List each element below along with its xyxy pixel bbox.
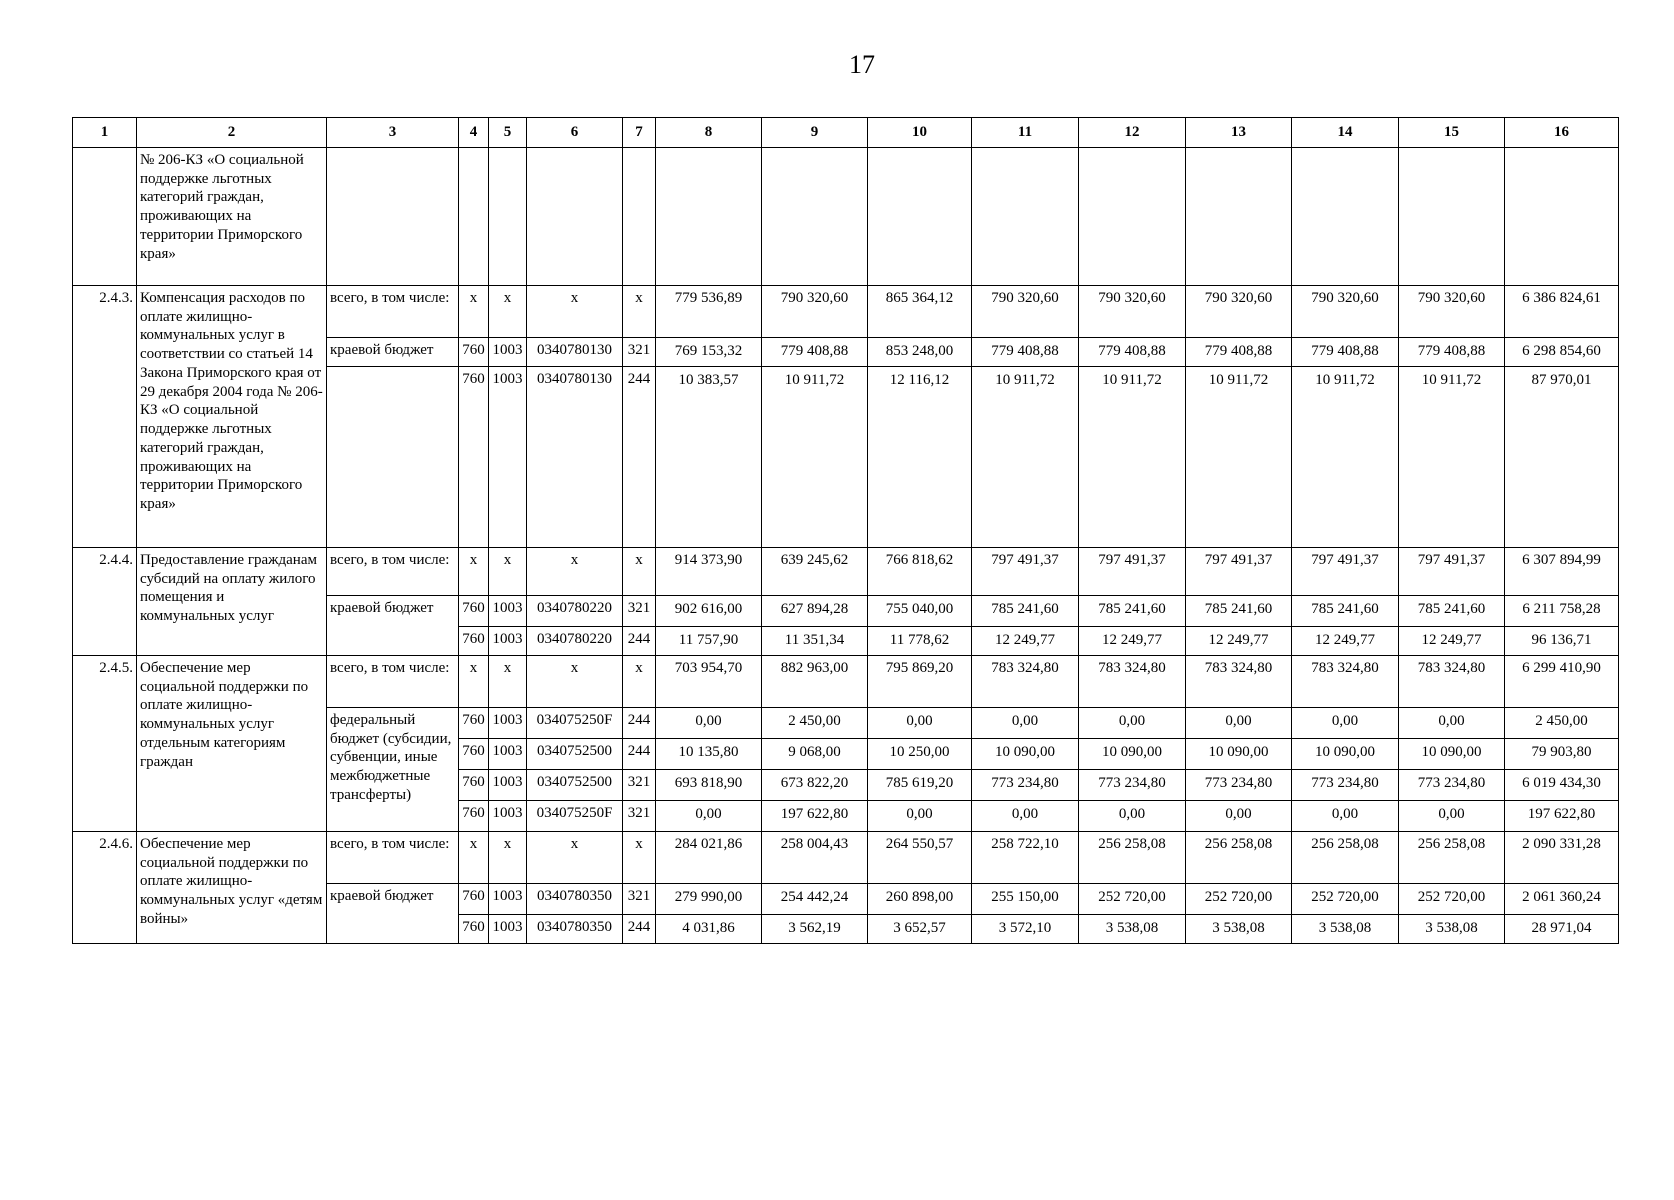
- total-value: 783 324,80: [972, 655, 1079, 707]
- amount-value: 902 616,00: [656, 595, 762, 626]
- amount-value: 252 720,00: [1399, 883, 1505, 914]
- amount-value: 2 061 360,24: [1505, 883, 1619, 914]
- total-value: 703 954,70: [656, 655, 762, 707]
- amount-value: 260 898,00: [868, 883, 972, 914]
- col-header: 15: [1399, 118, 1505, 148]
- code-c4: 760: [459, 914, 489, 943]
- amount-value: 12 249,77: [1079, 626, 1186, 655]
- code-c5: 1003: [489, 337, 527, 366]
- total-value: 639 245,62: [762, 547, 868, 595]
- amount-value: 3 652,57: [868, 914, 972, 943]
- total-label: всего, в том числе:: [327, 655, 459, 707]
- code-c5: 1003: [489, 914, 527, 943]
- budget-source: краевой бюджет: [327, 595, 459, 655]
- amount-value: 779 408,88: [1292, 337, 1399, 366]
- table-header: [73, 118, 1619, 148]
- total-value: 258 004,43: [762, 831, 868, 883]
- code-c6: 0340780350: [527, 914, 623, 943]
- amount-value: 10 090,00: [1292, 738, 1399, 769]
- code-c5: 1003: [489, 626, 527, 655]
- amount-value: 10 911,72: [1186, 366, 1292, 547]
- code-c6: 034075250F: [527, 800, 623, 831]
- code-c5: 1003: [489, 366, 527, 547]
- code-c7: 321: [623, 595, 656, 626]
- code-c5: 1003: [489, 800, 527, 831]
- total-value: 783 324,80: [1186, 655, 1292, 707]
- amount-value: 769 153,32: [656, 337, 762, 366]
- budget-source: [327, 366, 459, 547]
- code-c4: 760: [459, 595, 489, 626]
- x-mark: x: [489, 655, 527, 707]
- x-mark: x: [623, 655, 656, 707]
- col-header: 11: [972, 118, 1079, 148]
- code-c7: 244: [623, 914, 656, 943]
- amount-value: 10 090,00: [972, 738, 1079, 769]
- total-value: 6 299 410,90: [1505, 655, 1619, 707]
- item-index: 2.4.6.: [73, 831, 137, 943]
- amount-value: 10 911,72: [1079, 366, 1186, 547]
- total-value: 783 324,80: [1399, 655, 1505, 707]
- x-mark: x: [623, 285, 656, 337]
- budget-source: краевой бюджет: [327, 337, 459, 366]
- amount-value: 0,00: [1079, 707, 1186, 738]
- col-header: 10: [868, 118, 972, 148]
- total-value: 790 320,60: [1399, 285, 1505, 337]
- amount-value: 773 234,80: [972, 769, 1079, 800]
- amount-value: 11 351,34: [762, 626, 868, 655]
- budget-table: [72, 117, 1619, 944]
- col-header: 9: [762, 118, 868, 148]
- item-name: № 206-КЗ «О социальной поддержке льготных категорий граждан, проживающих на территории Приморского края»: [137, 147, 327, 285]
- x-mark: x: [459, 285, 489, 337]
- code-c4: 760: [459, 769, 489, 800]
- total-value: 797 491,37: [1079, 547, 1186, 595]
- code-c6: 0340780350: [527, 883, 623, 914]
- amount-value: 252 720,00: [1292, 883, 1399, 914]
- total-value: 790 320,60: [762, 285, 868, 337]
- total-value: 2 090 331,28: [1505, 831, 1619, 883]
- x-mark: x: [459, 831, 489, 883]
- amount-value: 10 090,00: [1399, 738, 1505, 769]
- amount-value: 0,00: [656, 707, 762, 738]
- x-mark: x: [623, 547, 656, 595]
- col-header: 1: [73, 118, 137, 148]
- total-value: 797 491,37: [1292, 547, 1399, 595]
- code-c7: 321: [623, 883, 656, 914]
- amount-value: 0,00: [868, 800, 972, 831]
- amount-value: 0,00: [1079, 800, 1186, 831]
- amount-value: 12 249,77: [1399, 626, 1505, 655]
- total-value: 783 324,80: [1292, 655, 1399, 707]
- x-mark: x: [489, 547, 527, 595]
- x-mark: x: [527, 285, 623, 337]
- amount-value: 0,00: [972, 800, 1079, 831]
- col-header: 5: [489, 118, 527, 148]
- total-value: 779 536,89: [656, 285, 762, 337]
- x-mark: x: [489, 285, 527, 337]
- code-c4: 760: [459, 738, 489, 769]
- amount-value: 785 241,60: [1292, 595, 1399, 626]
- total-label: всего, в том числе:: [327, 547, 459, 595]
- total-value: 790 320,60: [1079, 285, 1186, 337]
- x-mark: x: [527, 655, 623, 707]
- amount-value: 693 818,90: [656, 769, 762, 800]
- code-c6: 0340780130: [527, 366, 623, 547]
- amount-value: 773 234,80: [1399, 769, 1505, 800]
- total-value: 258 722,10: [972, 831, 1079, 883]
- total-value: 6 386 824,61: [1505, 285, 1619, 337]
- item-name: Компенсация расходов по оплате жилищно-коммунальных услуг в соответствии со статьей 14 Закона Приморского края от 29 декабря 2004 года № 206-КЗ «О социальной поддержке льготных категорий граждан, проживающих на территории Приморского края»: [137, 285, 327, 547]
- item-name: Обеспечение мер социальной поддержки по оплате жилищно-коммунальных услуг отдельным категориям граждан: [137, 655, 327, 831]
- amount-value: 2 450,00: [762, 707, 868, 738]
- amount-value: 773 234,80: [1186, 769, 1292, 800]
- amount-value: 79 903,80: [1505, 738, 1619, 769]
- amount-value: 853 248,00: [868, 337, 972, 366]
- amount-value: 779 408,88: [1186, 337, 1292, 366]
- item-total-row: [73, 547, 1619, 595]
- total-value: 882 963,00: [762, 655, 868, 707]
- total-value: 6 307 894,99: [1505, 547, 1619, 595]
- x-mark: x: [489, 831, 527, 883]
- amount-value: 0,00: [972, 707, 1079, 738]
- amount-value: 6 019 434,30: [1505, 769, 1619, 800]
- code-c7: 244: [623, 366, 656, 547]
- amount-value: 779 408,88: [1399, 337, 1505, 366]
- amount-value: 3 538,08: [1079, 914, 1186, 943]
- code-c5: 1003: [489, 769, 527, 800]
- col-header: 6: [527, 118, 623, 148]
- code-c4: 760: [459, 366, 489, 547]
- amount-value: 28 971,04: [1505, 914, 1619, 943]
- code-c4: 760: [459, 707, 489, 738]
- x-mark: x: [459, 655, 489, 707]
- amount-value: 10 135,80: [656, 738, 762, 769]
- amount-value: 785 241,60: [972, 595, 1079, 626]
- amount-value: 755 040,00: [868, 595, 972, 626]
- code-c6: 034075250F: [527, 707, 623, 738]
- item-index: 2.4.5.: [73, 655, 137, 831]
- amount-value: 773 234,80: [1079, 769, 1186, 800]
- amount-value: 10 090,00: [1079, 738, 1186, 769]
- table-body: [73, 147, 1619, 943]
- code-c5: 1003: [489, 707, 527, 738]
- col-header: 4: [459, 118, 489, 148]
- amount-value: 779 408,88: [762, 337, 868, 366]
- total-value: 256 258,08: [1079, 831, 1186, 883]
- amount-value: 12 249,77: [1186, 626, 1292, 655]
- col-header: 14: [1292, 118, 1399, 148]
- code-c5: 1003: [489, 883, 527, 914]
- code-c4: 760: [459, 800, 489, 831]
- amount-value: 96 136,71: [1505, 626, 1619, 655]
- total-value: 256 258,08: [1186, 831, 1292, 883]
- amount-value: 12 116,12: [868, 366, 972, 547]
- total-value: 783 324,80: [1079, 655, 1186, 707]
- amount-value: 3 562,19: [762, 914, 868, 943]
- amount-value: 785 241,60: [1186, 595, 1292, 626]
- amount-value: 10 911,72: [1399, 366, 1505, 547]
- amount-value: 9 068,00: [762, 738, 868, 769]
- col-header: 16: [1505, 118, 1619, 148]
- code-c6: 0340752500: [527, 769, 623, 800]
- amount-value: 254 442,24: [762, 883, 868, 914]
- amount-value: 779 408,88: [1079, 337, 1186, 366]
- amount-value: 3 572,10: [972, 914, 1079, 943]
- total-label: всего, в том числе:: [327, 285, 459, 337]
- amount-value: 627 894,28: [762, 595, 868, 626]
- amount-value: 785 241,60: [1399, 595, 1505, 626]
- total-value: 797 491,37: [972, 547, 1079, 595]
- col-header: 8: [656, 118, 762, 148]
- amount-value: 10 911,72: [1292, 366, 1399, 547]
- item-total-row: [73, 655, 1619, 707]
- code-c7: 321: [623, 769, 656, 800]
- total-value: 264 550,57: [868, 831, 972, 883]
- amount-value: 2 450,00: [1505, 707, 1619, 738]
- amount-value: 0,00: [1292, 707, 1399, 738]
- amount-value: 0,00: [1399, 707, 1505, 738]
- col-header: 13: [1186, 118, 1292, 148]
- amount-value: 6 298 854,60: [1505, 337, 1619, 366]
- header-row: [73, 118, 1619, 148]
- amount-value: 197 622,80: [1505, 800, 1619, 831]
- amount-value: 11 757,90: [656, 626, 762, 655]
- amount-value: 785 619,20: [868, 769, 972, 800]
- item-total-row: [73, 831, 1619, 883]
- code-c5: 1003: [489, 595, 527, 626]
- amount-value: 0,00: [656, 800, 762, 831]
- amount-value: 12 249,77: [1292, 626, 1399, 655]
- total-value: 766 818,62: [868, 547, 972, 595]
- total-value: 790 320,60: [1292, 285, 1399, 337]
- code-c4: 760: [459, 883, 489, 914]
- col-header: 12: [1079, 118, 1186, 148]
- total-value: 797 491,37: [1399, 547, 1505, 595]
- total-value: 797 491,37: [1186, 547, 1292, 595]
- amount-value: 0,00: [1186, 800, 1292, 831]
- amount-value: 4 031,86: [656, 914, 762, 943]
- amount-value: 0,00: [1292, 800, 1399, 831]
- amount-value: 10 383,57: [656, 366, 762, 547]
- col-header: 3: [327, 118, 459, 148]
- amount-value: 279 990,00: [656, 883, 762, 914]
- amount-value: 0,00: [1186, 707, 1292, 738]
- code-c6: 0340780220: [527, 626, 623, 655]
- amount-value: 255 150,00: [972, 883, 1079, 914]
- continuation-row: [73, 147, 1619, 285]
- amount-value: 0,00: [1399, 800, 1505, 831]
- amount-value: 10 090,00: [1186, 738, 1292, 769]
- amount-value: 3 538,08: [1186, 914, 1292, 943]
- amount-value: 785 241,60: [1079, 595, 1186, 626]
- budget-source: краевой бюджет: [327, 883, 459, 943]
- amount-value: 10 911,72: [762, 366, 868, 547]
- amount-value: 197 622,80: [762, 800, 868, 831]
- item-name: Обеспечение мер социальной поддержки по оплате жилищно-коммунальных услуг «детям войны»: [137, 831, 327, 943]
- amount-value: 10 250,00: [868, 738, 972, 769]
- x-mark: x: [527, 831, 623, 883]
- amount-value: 773 234,80: [1292, 769, 1399, 800]
- amount-value: 3 538,08: [1292, 914, 1399, 943]
- total-value: 284 021,86: [656, 831, 762, 883]
- item-index: 2.4.4.: [73, 547, 137, 655]
- code-c6: 0340752500: [527, 738, 623, 769]
- amount-value: 3 538,08: [1399, 914, 1505, 943]
- page-number: 17: [849, 50, 875, 79]
- amount-value: 0,00: [868, 707, 972, 738]
- item-index: 2.4.3.: [73, 285, 137, 547]
- amount-value: 252 720,00: [1079, 883, 1186, 914]
- total-value: 795 869,20: [868, 655, 972, 707]
- total-label: всего, в том числе:: [327, 831, 459, 883]
- amount-value: 12 249,77: [972, 626, 1079, 655]
- total-value: 256 258,08: [1292, 831, 1399, 883]
- code-c6: 0340780130: [527, 337, 623, 366]
- total-value: 790 320,60: [972, 285, 1079, 337]
- code-c4: 760: [459, 337, 489, 366]
- amount-value: 10 911,72: [972, 366, 1079, 547]
- budget-source: федеральный бюджет (субсидии, субвенции, иные межбюджетные трансферты): [327, 707, 459, 831]
- total-value: 256 258,08: [1399, 831, 1505, 883]
- code-c6: 0340780220: [527, 595, 623, 626]
- code-c7: 321: [623, 337, 656, 366]
- col-header: 2: [137, 118, 327, 148]
- amount-value: 673 822,20: [762, 769, 868, 800]
- total-value: 865 364,12: [868, 285, 972, 337]
- col-header: 7: [623, 118, 656, 148]
- amount-value: 6 211 758,28: [1505, 595, 1619, 626]
- total-value: 914 373,90: [656, 547, 762, 595]
- code-c7: 244: [623, 626, 656, 655]
- x-mark: x: [459, 547, 489, 595]
- x-mark: x: [527, 547, 623, 595]
- amount-value: 779 408,88: [972, 337, 1079, 366]
- item-total-row: [73, 285, 1619, 337]
- code-c7: 244: [623, 707, 656, 738]
- total-value: 790 320,60: [1186, 285, 1292, 337]
- amount-value: 11 778,62: [868, 626, 972, 655]
- code-c7: 321: [623, 800, 656, 831]
- item-name: Предоставление гражданам субсидий на оплату жилого помещения и коммунальных услуг: [137, 547, 327, 655]
- code-c7: 244: [623, 738, 656, 769]
- amount-value: 252 720,00: [1186, 883, 1292, 914]
- code-c5: 1003: [489, 738, 527, 769]
- x-mark: x: [623, 831, 656, 883]
- code-c4: 760: [459, 626, 489, 655]
- amount-value: 87 970,01: [1505, 366, 1619, 547]
